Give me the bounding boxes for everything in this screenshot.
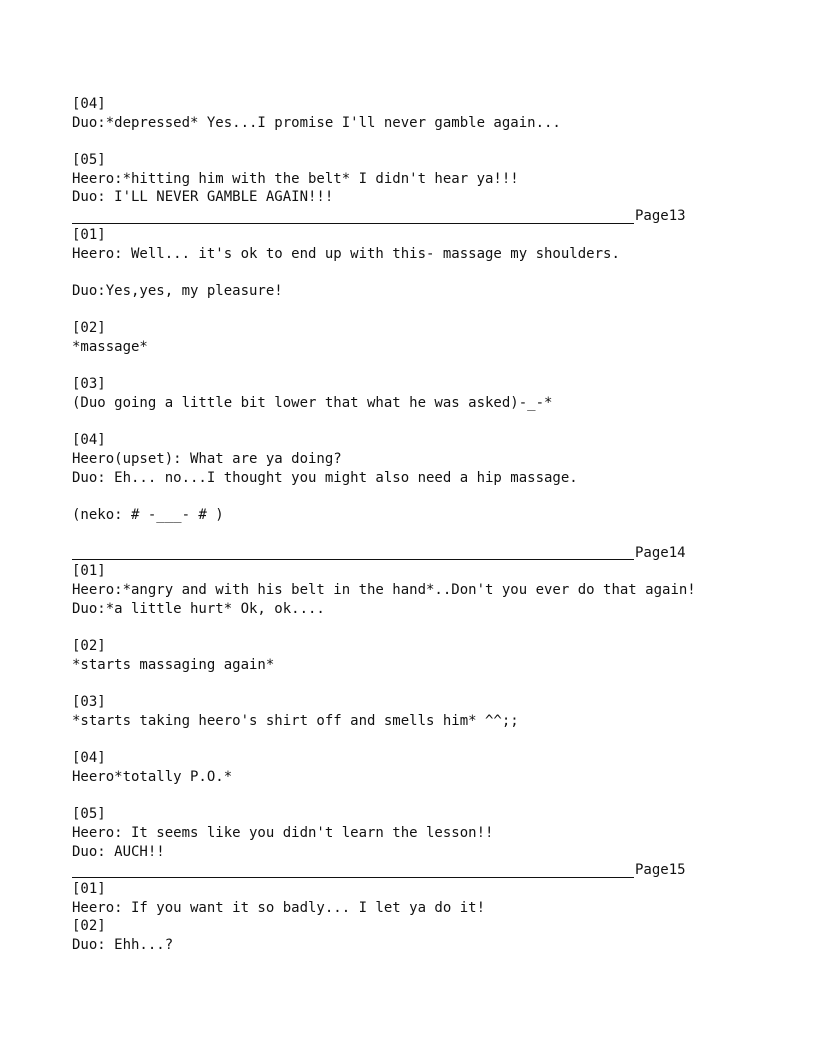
- script-line: *massage*: [72, 338, 148, 355]
- script-line: Duo:*depressed* Yes...I promise I'll never gamble again...: [72, 114, 561, 131]
- script-line: [03]: [72, 376, 106, 393]
- blank-line: [72, 487, 752, 506]
- page-divider: [72, 861, 752, 880]
- script-line: Duo: Eh... no...I thought you might also need a hip massage.: [72, 469, 578, 486]
- script-line: Duo:*a little hurt* Ok, ok....: [72, 600, 325, 617]
- page-number-label: Page14: [635, 544, 686, 561]
- script-line: Heero:*hitting him with the belt* I didn't hear ya!!!: [72, 170, 519, 187]
- script-line: [04]: [72, 750, 106, 767]
- blank-line: [72, 132, 752, 151]
- script-line: *starts taking heero's shirt off and smells him* ^^;;: [72, 712, 519, 729]
- script-line: [02]: [72, 637, 106, 654]
- script-line: [05]: [72, 806, 106, 823]
- divider-rule: [72, 877, 634, 878]
- script-line: [02]: [72, 918, 106, 935]
- script-line: [04]: [72, 432, 106, 449]
- script-line: *starts massaging again*: [72, 656, 275, 673]
- blank-line: [72, 786, 752, 805]
- script-line: Heero: Well... it's ok to end up with this- massage my shoulders.: [72, 245, 620, 262]
- blank-line: [72, 413, 752, 432]
- blank-line: [72, 730, 752, 749]
- script-line: Duo:Yes,yes, my pleasure!: [72, 282, 283, 299]
- script-line: [01]: [72, 226, 106, 243]
- script-line: (neko: # -___- # ): [72, 507, 224, 524]
- blank-line: [72, 301, 752, 320]
- script-line: Heero: It seems like you didn't learn the lesson!!: [72, 824, 494, 841]
- page-divider: [72, 544, 752, 563]
- script-line: (Duo going a little bit lower that what he was asked)-_-*: [72, 395, 553, 411]
- blank-line: [72, 674, 752, 693]
- script-line: Heero*totally P.O.*: [72, 768, 233, 785]
- script-line: Duo: I'LL NEVER GAMBLE AGAIN!!!: [72, 189, 334, 206]
- script-line: Duo: AUCH!!: [72, 843, 165, 860]
- page-divider: [72, 207, 752, 226]
- script-document: [72, 95, 752, 955]
- script-line: Heero:*angry and with his belt in the hand*..Don't you ever do that again!: [72, 581, 696, 598]
- blank-line: [72, 357, 752, 376]
- page-number-label: Page13: [635, 208, 686, 225]
- script-line: [01]: [72, 880, 106, 897]
- script-line: [03]: [72, 694, 106, 710]
- script-line: [02]: [72, 320, 106, 337]
- script-line: Duo: Ehh...?: [72, 936, 174, 953]
- script-line: Heero: If you want it so badly... I let ya do it!: [72, 899, 486, 916]
- script-line: [05]: [72, 152, 106, 169]
- script-line: Heero(upset): What are ya doing?: [72, 451, 342, 468]
- script-line: [01]: [72, 563, 106, 580]
- divider-rule: [72, 559, 634, 560]
- divider-rule: [72, 223, 634, 224]
- blank-line: [72, 525, 752, 544]
- blank-line: [72, 263, 752, 282]
- blank-line: [72, 618, 752, 637]
- script-line: [04]: [72, 96, 106, 112]
- page-number-label: Page15: [635, 862, 686, 879]
